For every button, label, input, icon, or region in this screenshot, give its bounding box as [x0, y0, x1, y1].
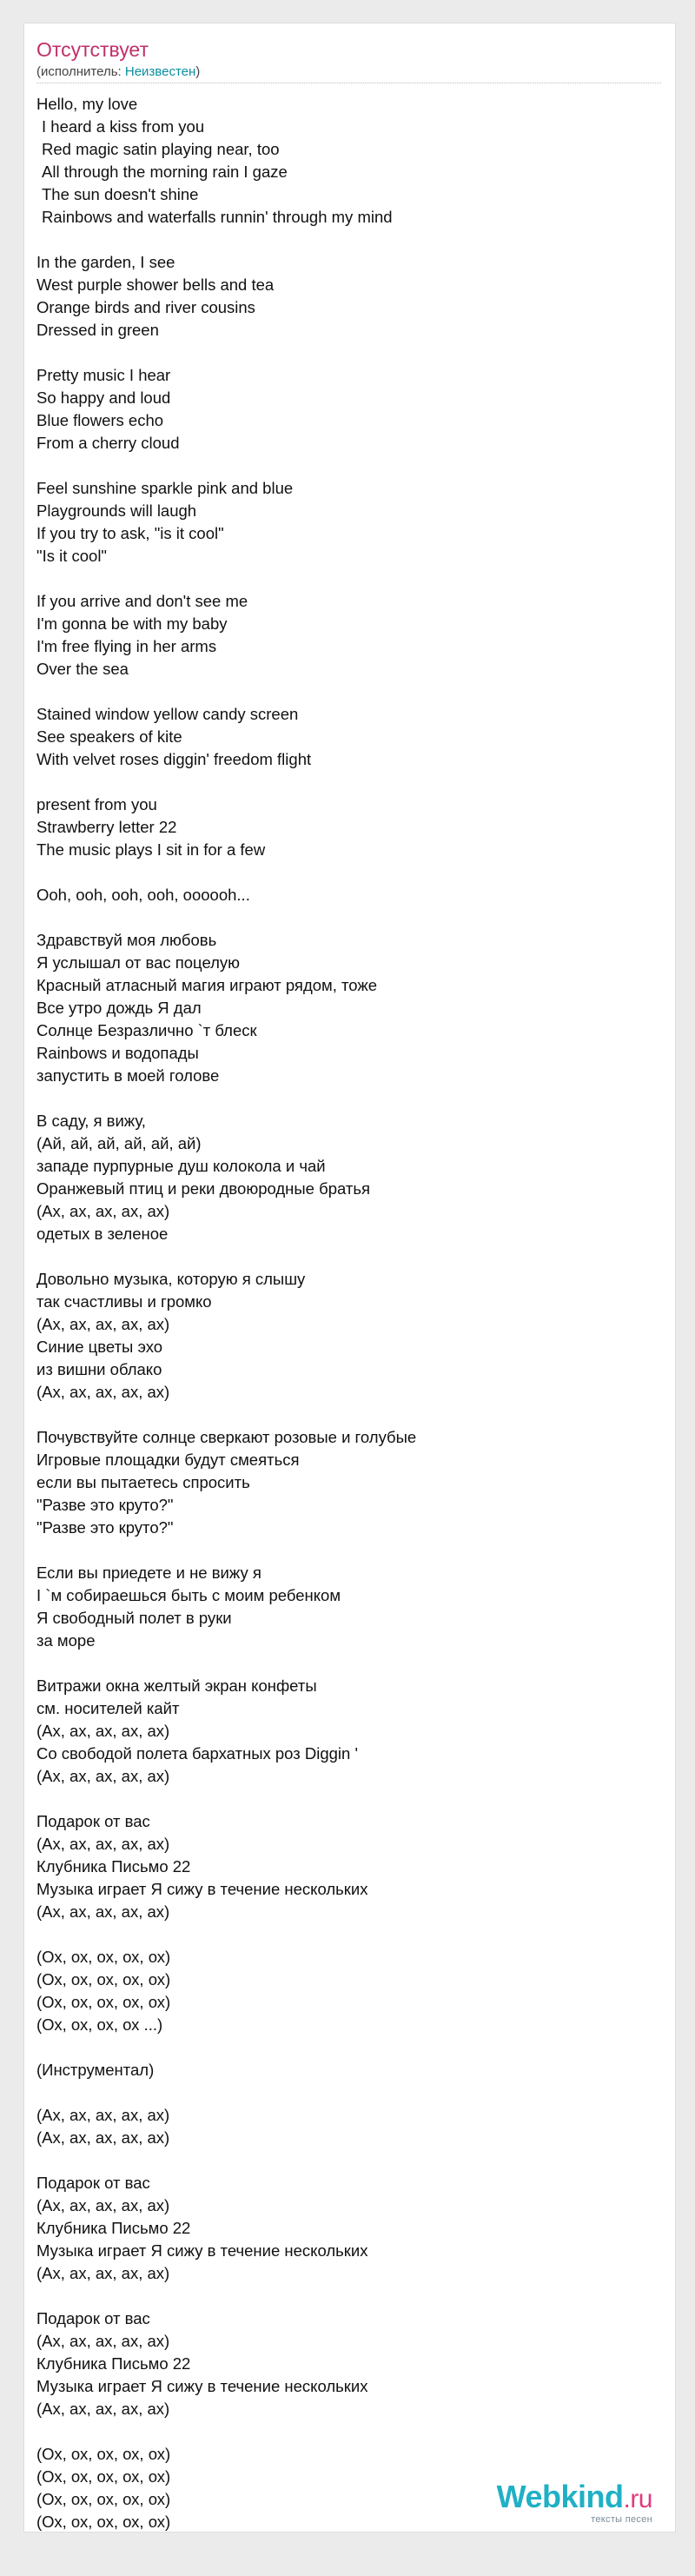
lyric-line: Orange birds and river cousins — [36, 298, 255, 316]
lyric-line: (Ах, ах, ах, ах, ах) — [36, 1722, 170, 1740]
lyric-line: (Ах, ах, ах, ах, ах) — [36, 1315, 170, 1333]
logo-wordmark — [497, 2480, 652, 2516]
lyric-line: I'm gonna be with my baby — [36, 614, 228, 633]
lyric-line: (Ох, ох, ох, ох, ох) — [36, 2445, 171, 2463]
lyric-line: With velvet roses diggin' freedom flight — [36, 750, 312, 768]
logo-tagline: тексты песен — [591, 2514, 652, 2525]
logo-word: Webkind — [496, 2479, 624, 2514]
lyric-line: см. носителей кайт — [36, 1699, 180, 1717]
lyric-line: если вы пытаетесь спросить — [36, 1473, 250, 1491]
lyric-line: (Ох, ох, ох, ох ...) — [36, 2015, 163, 2034]
lyric-line: (Ах, ах, ах, ах, ах) — [36, 2400, 170, 2418]
lyric-blank-line — [36, 1539, 645, 1562]
lyric-line: Игровые площадки будут смеяться — [36, 1451, 300, 1469]
lyric-line: Музыка играет Я сижу в течение нескольких — [36, 1880, 368, 1898]
lyric-line: West purple shower bells and tea — [36, 276, 275, 294]
lyric-line: All through the morning rain I gaze — [42, 163, 288, 181]
lyric-line: Клубника Письмо 22 — [36, 2219, 191, 2237]
artist-link[interactable]: Неизвестен — [124, 64, 196, 79]
lyric-blank-line — [36, 455, 645, 477]
lyric-line: за море — [36, 1631, 96, 1650]
lyric-line: Со свободой полета бархатных роз Diggin ' — [36, 1744, 358, 1763]
lyric-blank-line — [36, 2285, 645, 2307]
lyric-line: западе пурпурные душ колокола и чай — [36, 1157, 326, 1175]
artist-prefix: (исполнитель: — [36, 64, 125, 79]
lyric-line: Ooh, ooh, ooh, ooh, oooooh... — [36, 886, 250, 904]
lyric-line: Красный атласный магия играют рядом, тоже — [36, 976, 378, 994]
lyric-line: Если вы приедете и не вижу я — [36, 1564, 261, 1582]
lyric-blank-line — [36, 2081, 645, 2104]
lyric-line: В саду, я вижу, — [36, 1112, 146, 1130]
lyric-blank-line — [36, 1404, 645, 1426]
lyric-line: Feel sunshine sparkle pink and blue — [36, 479, 294, 497]
lyric-line: Hello, my love — [36, 95, 138, 113]
lyric-line: (Ах, ах, ах, ах, ах) — [36, 1835, 170, 1853]
lyric-line: "Is it cool" — [36, 547, 107, 565]
lyric-line: I heard a kiss from you — [42, 117, 205, 136]
lyric-line: (Ах, ах, ах, ах, ах) — [36, 1902, 170, 1921]
lyric-blank-line — [36, 1652, 645, 1675]
lyrics-card — [23, 23, 676, 2533]
lyric-line: The sun doesn't shine — [42, 185, 199, 203]
lyric-line: Pretty music I hear — [36, 366, 171, 384]
lyric-line: одетых в зеленое — [36, 1225, 169, 1243]
lyric-line: Музыка играет Я сижу в течение нескольких — [36, 2377, 368, 2395]
lyric-line: так счастливы и громко — [36, 1292, 212, 1311]
lyric-blank-line — [36, 861, 645, 884]
lyric-line: (Ах, ах, ах, ах, ах) — [36, 2106, 170, 2124]
lyric-line: Довольно музыка, которую я слышу — [36, 1270, 306, 1288]
lyric-line: Over the sea — [36, 660, 129, 678]
lyric-line: Я свободный полет в руки — [36, 1609, 232, 1627]
lyric-line: (Ах, ах, ах, ах, ах) — [36, 1202, 170, 1220]
lyric-blank-line — [36, 681, 645, 703]
lyric-line: Stained window yellow candy screen — [36, 705, 299, 723]
lyric-line: Rainbows и водопады — [36, 1044, 199, 1062]
lyric-line: See speakers of kite — [36, 727, 182, 746]
lyric-line: (Ай, ай, ай, ай, ай, ай) — [36, 1134, 202, 1152]
lyric-line: Я услышал от вас поцелую — [36, 953, 241, 972]
lyric-blank-line — [36, 1923, 645, 1946]
lyric-line: запустить в моей голове — [36, 1066, 220, 1085]
lyric-line: (Ох, ох, ох, ох, ох) — [36, 2490, 171, 2508]
lyric-line: Клубника Письмо 22 — [36, 1857, 191, 1876]
lyric-line: "Разве это круто?" — [36, 1496, 174, 1514]
lyric-line: Подарок от вас — [36, 2309, 150, 2327]
lyric-line: Подарок от вас — [36, 1812, 150, 1830]
lyric-line: Red magic satin playing near, too — [42, 140, 280, 158]
lyric-line: (Ах, ах, ах, ах, ах) — [36, 2196, 170, 2214]
artist-line — [36, 63, 200, 81]
lyric-line: Почувствуйте солнце сверкают розовые и голубые — [36, 1428, 417, 1446]
lyric-line: (Ах, ах, ах, ах, ах) — [36, 2264, 170, 2282]
lyric-blank-line — [36, 1788, 645, 1810]
lyric-line: Playgrounds will laugh — [36, 501, 197, 520]
lyric-blank-line — [36, 568, 645, 590]
lyric-line: (Ох, ох, ох, ох, ох) — [36, 2467, 171, 2486]
lyric-line: из вишни облако — [36, 1360, 162, 1378]
lyric-blank-line — [36, 2036, 645, 2059]
lyrics-body — [36, 93, 645, 2533]
lyric-line: Dressed in green — [36, 321, 159, 339]
lyric-blank-line — [36, 229, 645, 251]
lyric-line: (Ах, ах, ах, ах, ах) — [36, 1767, 170, 1785]
lyric-blank-line — [36, 1087, 645, 1110]
site-logo[interactable] — [497, 2480, 652, 2525]
lyric-line: present from you — [36, 795, 157, 813]
lyric-line: Strawberry letter 22 — [36, 818, 177, 836]
lyric-line: Подарок от вас — [36, 2174, 150, 2192]
lyric-line: (Ох, ох, ох, ох, ох) — [36, 2513, 171, 2531]
lyric-line: Здравствуй моя любовь — [36, 931, 217, 949]
lyric-blank-line — [36, 342, 645, 364]
lyric-line: (Ах, ах, ах, ах, ах) — [36, 1383, 170, 1401]
lyric-blank-line — [36, 2420, 645, 2443]
lyric-line: The music plays I sit in for a few — [36, 840, 266, 859]
lyric-line: Музыка играет Я сижу в течение нескольких — [36, 2241, 368, 2260]
lyric-line: (Ах, ах, ах, ах, ах) — [36, 2332, 170, 2350]
lyric-line: (Ох, ох, ох, ох, ох) — [36, 1948, 171, 1966]
lyric-line: Витражи окна желтый экран конфеты — [36, 1676, 317, 1695]
lyric-blank-line — [36, 771, 645, 793]
lyric-blank-line — [36, 1245, 645, 1268]
lyric-line: Синие цветы эхо — [36, 1338, 163, 1356]
lyric-line: Все утро дождь Я дал — [36, 999, 202, 1017]
lyric-line: In the garden, I see — [36, 253, 175, 271]
lyric-line: Солнце Безразлично `т блеск — [36, 1021, 257, 1039]
lyric-line: I'm free flying in her arms — [36, 637, 217, 655]
lyric-line: (Ах, ах, ах, ах, ах) — [36, 2128, 170, 2147]
lyric-blank-line — [36, 2149, 645, 2172]
lyric-line: Blue flowers echo — [36, 411, 164, 429]
lyric-line: Оранжевый птиц и реки двоюродные братья — [36, 1179, 371, 1198]
lyric-line: (Ох, ох, ох, ох, ох) — [36, 1970, 171, 1988]
lyric-line: If you arrive and don't see me — [36, 592, 248, 610]
lyric-line: "Разве это круто?" — [36, 1518, 174, 1537]
lyric-blank-line — [36, 906, 645, 929]
lyric-line: So happy and loud — [36, 388, 171, 407]
lyric-line: I `м собираешься быть с моим ребенком — [36, 1586, 341, 1604]
lyric-line: Клубника Письмо 22 — [36, 2354, 191, 2373]
lyric-line: (Инструментал) — [36, 2061, 155, 2079]
lyric-line: From a cherry cloud — [36, 434, 180, 452]
logo-tld: .ru — [623, 2485, 652, 2513]
lyric-line: Rainbows and waterfalls runnin' through my mind — [42, 208, 393, 226]
artist-suffix: ) — [195, 64, 201, 79]
lyric-line: If you try to ask, "is it cool" — [36, 524, 224, 542]
lyric-line: (Ох, ох, ох, ох, ох) — [36, 1993, 171, 2011]
song-title: Отсутствует — [36, 38, 149, 61]
